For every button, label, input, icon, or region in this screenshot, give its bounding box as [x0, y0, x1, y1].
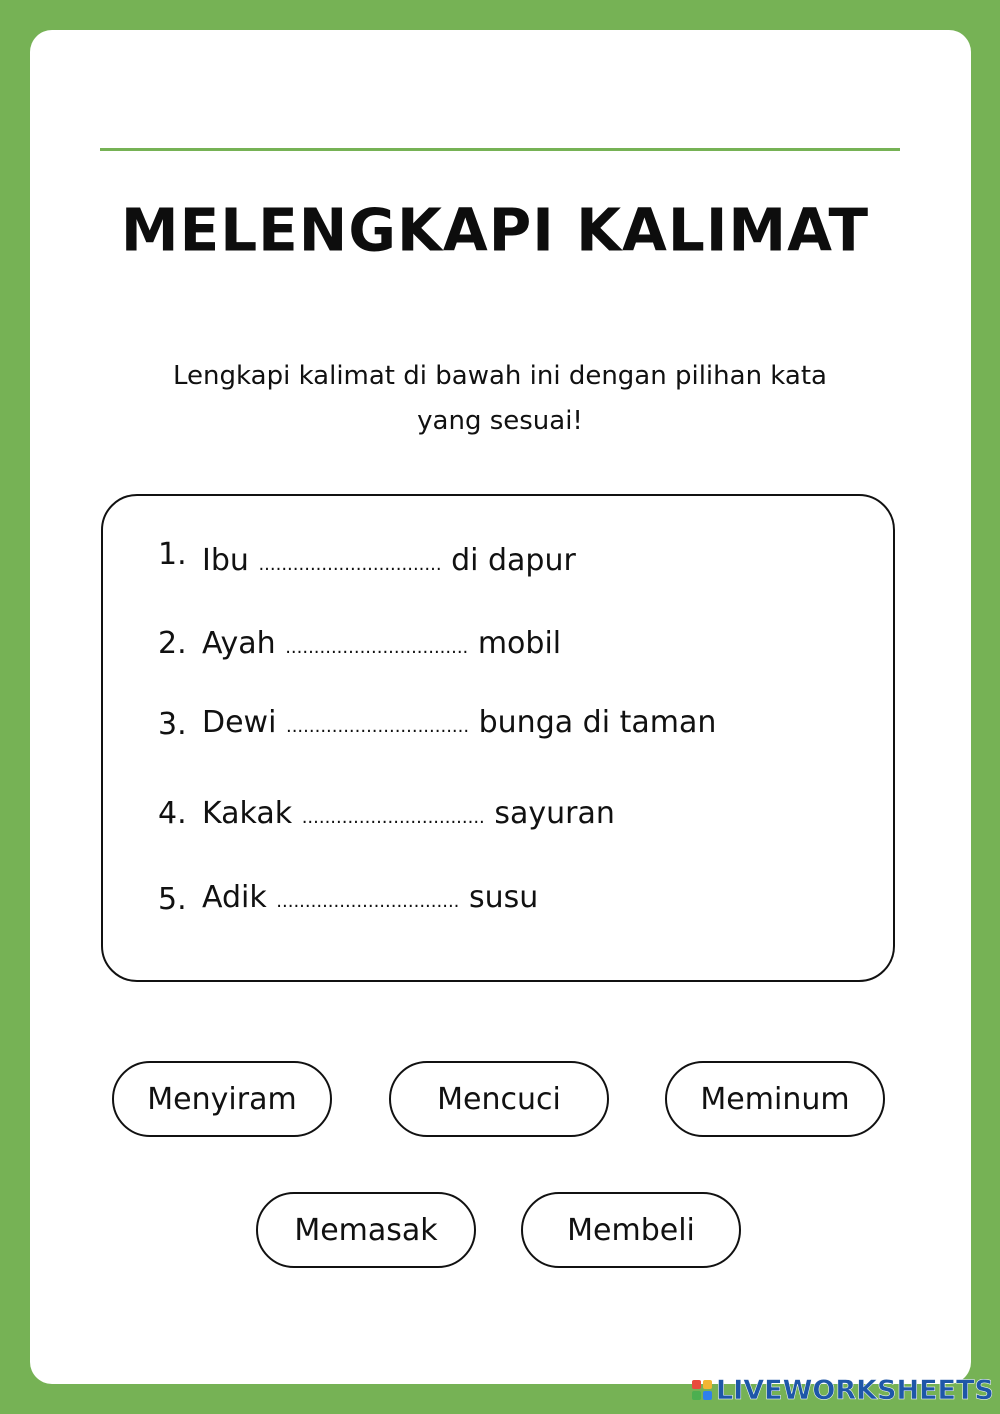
question-number: 4. [158, 796, 187, 831]
question-number: 1. [158, 537, 187, 572]
question-3 [158, 705, 716, 740]
logo-square-green [692, 1391, 701, 1400]
question-5 [158, 880, 538, 915]
logo-square-blue [703, 1391, 712, 1400]
logo-square-yellow [703, 1380, 712, 1389]
question-rest: mobil [477, 626, 562, 661]
question-subject: Adik [202, 880, 267, 915]
question-2 [158, 626, 561, 661]
logo-square-red [692, 1380, 701, 1389]
word-choice-meminum[interactable]: Meminum [665, 1061, 885, 1137]
question-number: 3. [158, 707, 187, 742]
question-4 [158, 796, 615, 831]
brand-name: LIVEWORKSHEETS [716, 1374, 994, 1406]
word-choice-menyiram[interactable]: Menyiram [112, 1061, 332, 1137]
question-1 [158, 537, 576, 578]
question-rest: bunga di taman [478, 705, 717, 740]
top-divider [100, 148, 900, 151]
question-number: 5. [158, 882, 187, 917]
question-subject: Ayah [202, 626, 276, 661]
liveworksheets-logo-icon [692, 1380, 712, 1400]
question-rest: susu [468, 880, 539, 915]
page-title: MELENGKAPI KALIMAT [120, 195, 870, 265]
instruction-line-1: Lengkapi kalimat di bawah ini dengan pilihan kata [173, 361, 827, 391]
word-choice-memasak[interactable]: Memasak [256, 1192, 476, 1268]
question-subject: Kakak [202, 796, 293, 831]
question-number: 2. [158, 626, 187, 661]
question-rest: di dapur [451, 543, 576, 578]
question-subject: Dewi [202, 705, 277, 740]
answer-blank[interactable]: ................................ [258, 554, 442, 575]
word-choice-membeli[interactable]: Membeli [521, 1192, 741, 1268]
question-rest: sayuran [494, 796, 615, 831]
instruction-text [120, 354, 880, 444]
instruction-line-2: yang sesuai! [417, 406, 583, 436]
answer-blank[interactable]: ................................ [285, 716, 470, 737]
answer-blank[interactable]: ................................ [285, 637, 469, 658]
liveworksheets-brand[interactable] [692, 1372, 994, 1408]
answer-blank[interactable]: ................................ [276, 891, 460, 912]
word-choice-mencuci[interactable]: Mencuci [389, 1061, 609, 1137]
question-subject: Ibu [202, 543, 249, 578]
answer-blank[interactable]: ................................ [301, 807, 485, 828]
